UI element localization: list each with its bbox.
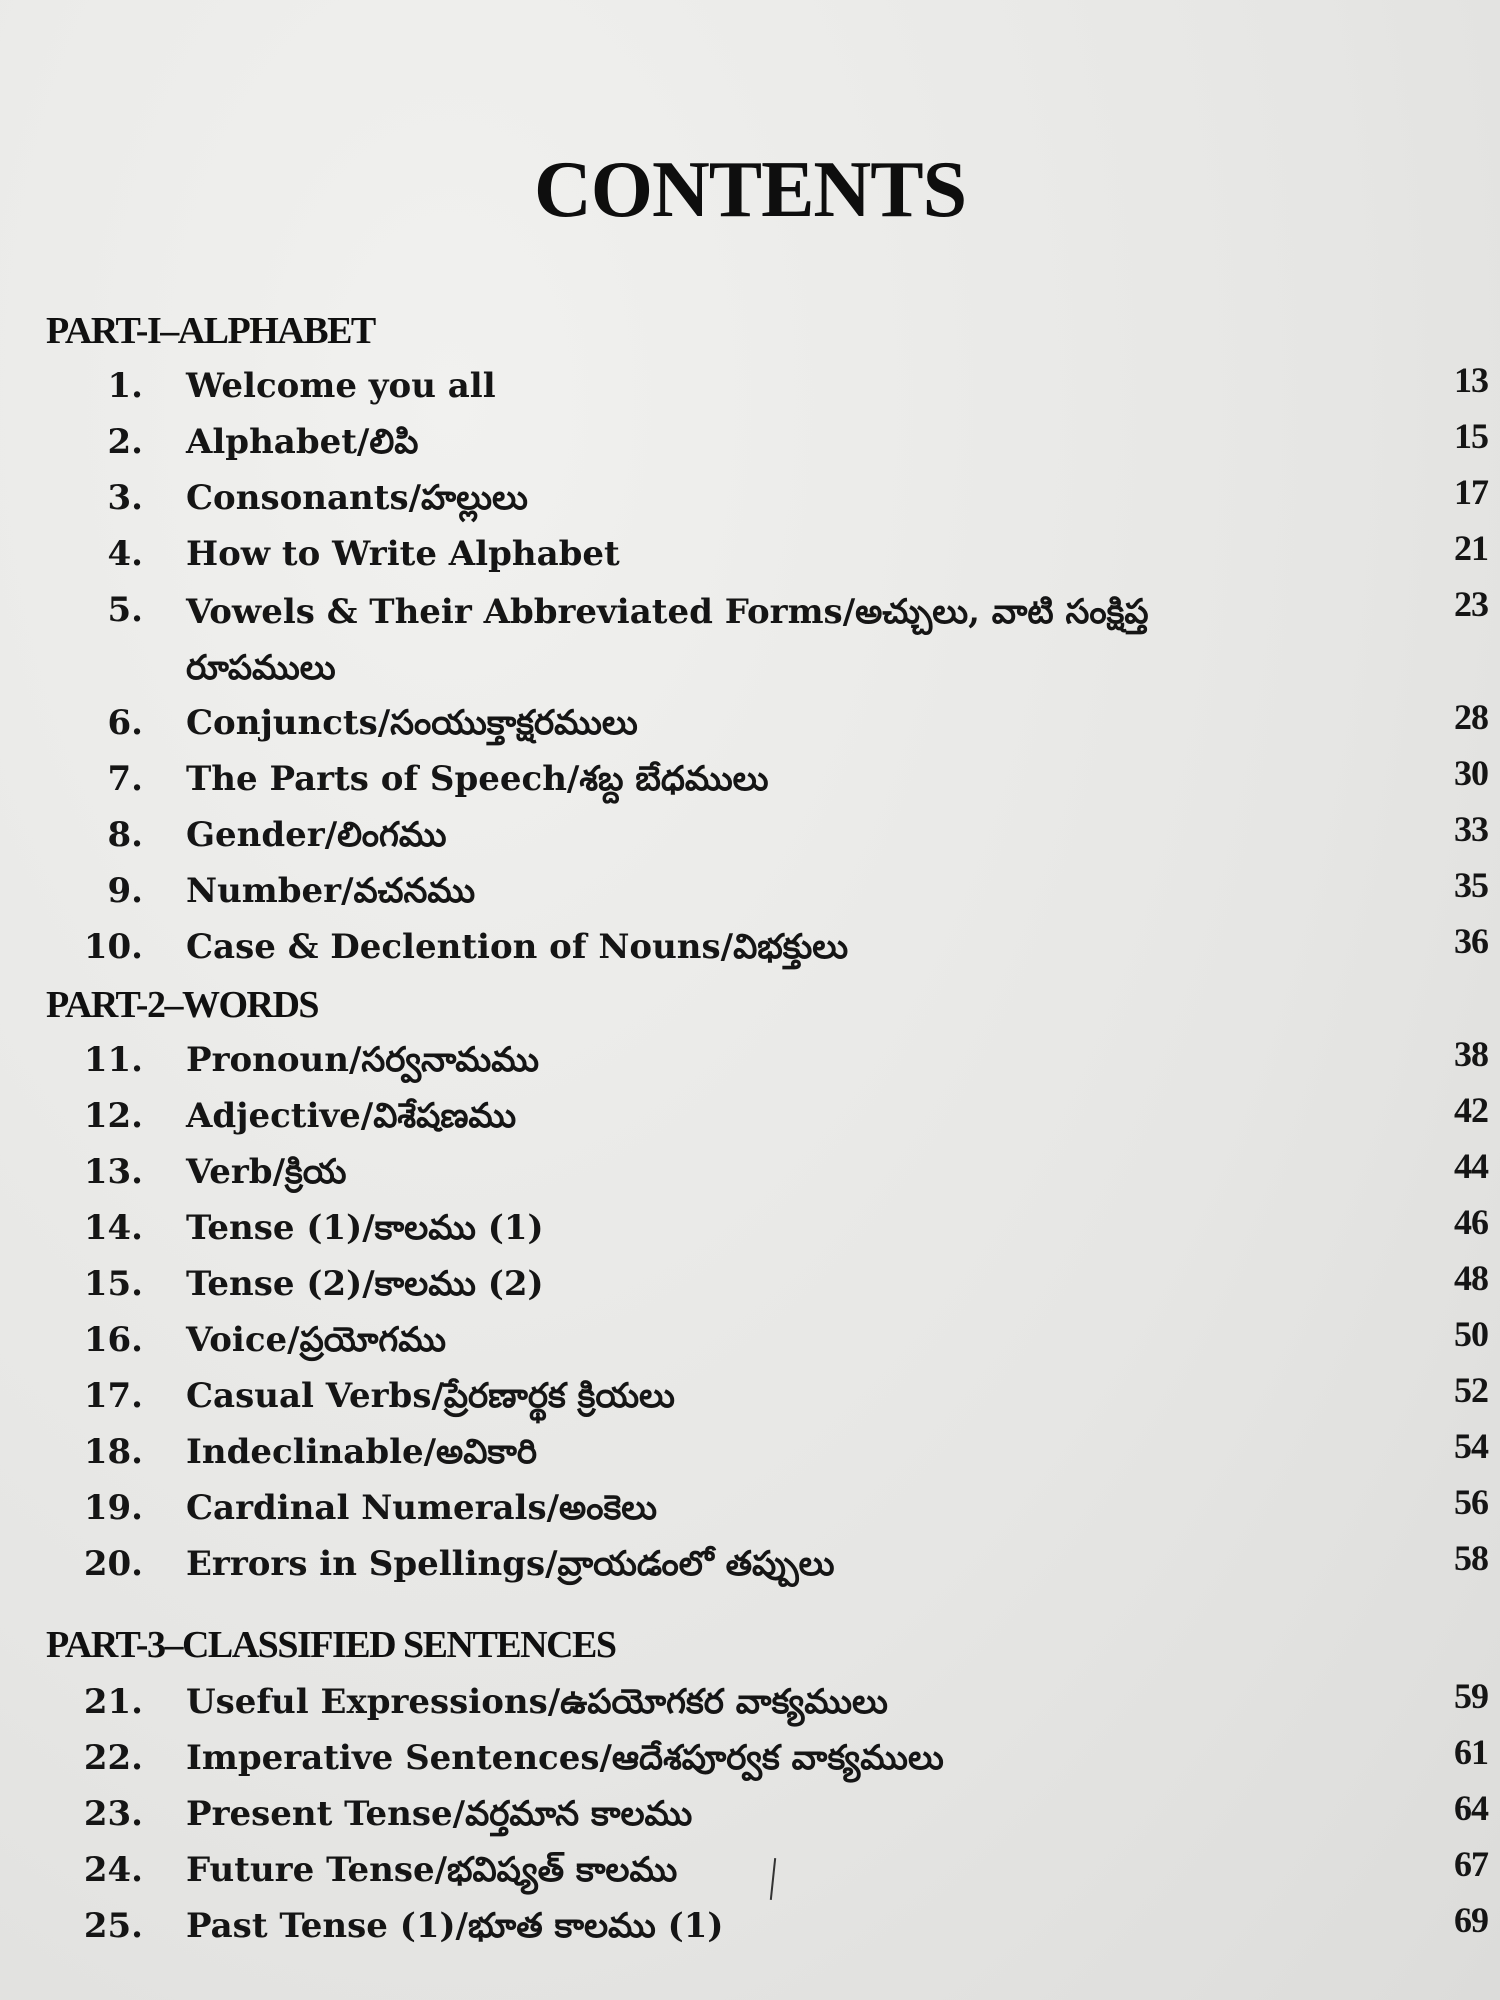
toc-entry bbox=[0, 1202, 1500, 1254]
entry-title: The Parts of Speech/శబ్ద బేధములు bbox=[186, 759, 769, 799]
entry-number: 14. bbox=[83, 1208, 143, 1248]
entry-title: Useful Expressions/ఉపయోగకర వాక్యములు bbox=[186, 1682, 888, 1722]
entry-page-number: 46 bbox=[1454, 1202, 1488, 1242]
entry-number: 17. bbox=[83, 1376, 143, 1416]
entry-page-number: 42 bbox=[1454, 1090, 1488, 1130]
entry-title: Casual Verbs/ప్రేరణార్థక క్రియలు bbox=[186, 1376, 675, 1416]
entry-page-number: 35 bbox=[1454, 865, 1488, 905]
entry-page-number: 15 bbox=[1454, 416, 1488, 456]
entry-title: Alphabet/లిపి bbox=[186, 422, 419, 462]
part-heading: PART-2–WORDS bbox=[46, 984, 319, 1026]
entry-title: Future Tense/భవిష్యత్ కాలము bbox=[186, 1850, 678, 1890]
entry-title: Vowels & Their Abbreviated Forms/అచ్చులు, వాటి సంక్షిప్త రూపములు bbox=[186, 592, 1149, 688]
toc-entry bbox=[0, 1900, 1500, 1952]
entry-page-number: 58 bbox=[1454, 1538, 1488, 1578]
part-heading: PART-I–ALPHABET bbox=[46, 310, 375, 352]
entry-number: 19. bbox=[83, 1488, 143, 1528]
entry-number: 16. bbox=[83, 1320, 143, 1360]
entry-title: Errors in Spellings/వ్రాయడంలో తప్పులు bbox=[186, 1544, 835, 1584]
entry-title: Gender/లింగము bbox=[186, 815, 447, 855]
toc-entry bbox=[0, 416, 1500, 468]
entry-page-number: 38 bbox=[1454, 1034, 1488, 1074]
entry-page-number: 69 bbox=[1454, 1900, 1488, 1940]
entry-page-number: 48 bbox=[1454, 1258, 1488, 1298]
entry-page-number: 28 bbox=[1454, 697, 1488, 737]
entry-page-number: 64 bbox=[1454, 1788, 1488, 1828]
entry-number: 12. bbox=[83, 1096, 143, 1136]
toc-entry bbox=[0, 1090, 1500, 1142]
entry-title: Conjuncts/సంయుక్తాక్షరములు bbox=[186, 703, 638, 743]
entry-number: 22. bbox=[83, 1738, 143, 1778]
entry-title: Number/వచనము bbox=[186, 871, 476, 911]
entry-page-number: 67 bbox=[1454, 1844, 1488, 1884]
entry-title: How to Write Alphabet bbox=[186, 534, 620, 574]
part-heading: PART-3–CLASSIFIED SENTENCES bbox=[46, 1624, 616, 1666]
entry-page-number: 13 bbox=[1454, 360, 1488, 400]
page-title: CONTENTS bbox=[533, 146, 967, 234]
entry-title: Welcome you all bbox=[186, 366, 496, 406]
entry-title: Pronoun/సర్వనామము bbox=[186, 1040, 539, 1080]
toc-entry bbox=[0, 921, 1500, 973]
entry-page-number: 33 bbox=[1454, 809, 1488, 849]
toc-entry bbox=[0, 1844, 1500, 1896]
entry-number: 11. bbox=[83, 1040, 143, 1080]
toc-entry bbox=[0, 1146, 1500, 1198]
entry-number: 18. bbox=[83, 1432, 143, 1472]
toc-entry bbox=[0, 1370, 1500, 1422]
toc-entry bbox=[0, 865, 1500, 917]
entry-number: 23. bbox=[83, 1794, 143, 1834]
toc-entry bbox=[0, 1314, 1500, 1366]
entry-page-number: 30 bbox=[1454, 753, 1488, 793]
entry-title: Adjective/విశేషణము bbox=[186, 1096, 517, 1136]
entry-page-number: 61 bbox=[1454, 1732, 1488, 1772]
toc-entry bbox=[0, 528, 1500, 580]
toc-entry bbox=[0, 1676, 1500, 1728]
toc-entry bbox=[0, 809, 1500, 861]
entry-title: Voice/ప్రయోగము bbox=[186, 1320, 446, 1360]
entry-number: 13. bbox=[83, 1152, 143, 1192]
entry-title: Past Tense (1)/భూత కాలము (1) bbox=[186, 1906, 724, 1946]
entry-page-number: 21 bbox=[1454, 528, 1488, 568]
toc-entry bbox=[0, 472, 1500, 524]
entry-page-number: 56 bbox=[1454, 1482, 1488, 1522]
entry-page-number: 50 bbox=[1454, 1314, 1488, 1354]
toc-entry bbox=[0, 584, 1500, 696]
entry-number: 1. bbox=[107, 366, 143, 406]
entry-number: 21. bbox=[83, 1682, 143, 1722]
entry-title: Verb/క్రియ bbox=[186, 1152, 347, 1192]
entry-page-number: 23 bbox=[1454, 584, 1488, 624]
entry-page-number: 54 bbox=[1454, 1426, 1488, 1466]
toc-entry bbox=[0, 753, 1500, 805]
toc-entry bbox=[0, 1732, 1500, 1784]
entry-number: 24. bbox=[83, 1850, 143, 1890]
toc-entry bbox=[0, 1258, 1500, 1310]
entry-title: Tense (1)/కాలము (1) bbox=[186, 1208, 544, 1248]
entry-number: 4. bbox=[107, 534, 143, 574]
entry-title: Imperative Sentences/ఆదేశపూర్వక వాక్యములు bbox=[186, 1738, 944, 1778]
entry-number: 15. bbox=[83, 1264, 143, 1304]
entry-title: Tense (2)/కాలము (2) bbox=[186, 1264, 544, 1304]
entry-number: 10. bbox=[83, 927, 143, 967]
entry-number: 3. bbox=[107, 478, 143, 518]
toc-entry bbox=[0, 1482, 1500, 1534]
entry-page-number: 17 bbox=[1454, 472, 1488, 512]
entry-title: Consonants/హల్లులు bbox=[186, 478, 528, 518]
entry-title: Present Tense/వర్తమాన కాలము bbox=[186, 1794, 693, 1834]
entry-number: 6. bbox=[107, 703, 143, 743]
entry-page-number: 44 bbox=[1454, 1146, 1488, 1186]
entry-number: 7. bbox=[107, 759, 143, 799]
entry-number: 9. bbox=[107, 871, 143, 911]
entry-number: 8. bbox=[107, 815, 143, 855]
toc-entry bbox=[0, 697, 1500, 749]
entry-number: 5. bbox=[107, 590, 143, 630]
toc-entry bbox=[0, 1426, 1500, 1478]
entry-title: Indeclinable/అవికారి bbox=[186, 1432, 538, 1472]
toc-entry bbox=[0, 1034, 1500, 1086]
entry-page-number: 52 bbox=[1454, 1370, 1488, 1410]
entry-title: Cardinal Numerals/అంకెలు bbox=[186, 1488, 658, 1528]
toc-entry bbox=[0, 1538, 1500, 1590]
toc-entry bbox=[0, 1788, 1500, 1840]
toc-entry bbox=[0, 360, 1500, 412]
entry-number: 20. bbox=[83, 1544, 143, 1584]
entry-number: 2. bbox=[107, 422, 143, 462]
entry-number: 25. bbox=[83, 1906, 143, 1946]
entry-page-number: 36 bbox=[1454, 921, 1488, 961]
entry-title: Case & Declention of Nouns/విభక్తులు bbox=[186, 927, 849, 967]
entry-page-number: 59 bbox=[1454, 1676, 1488, 1716]
